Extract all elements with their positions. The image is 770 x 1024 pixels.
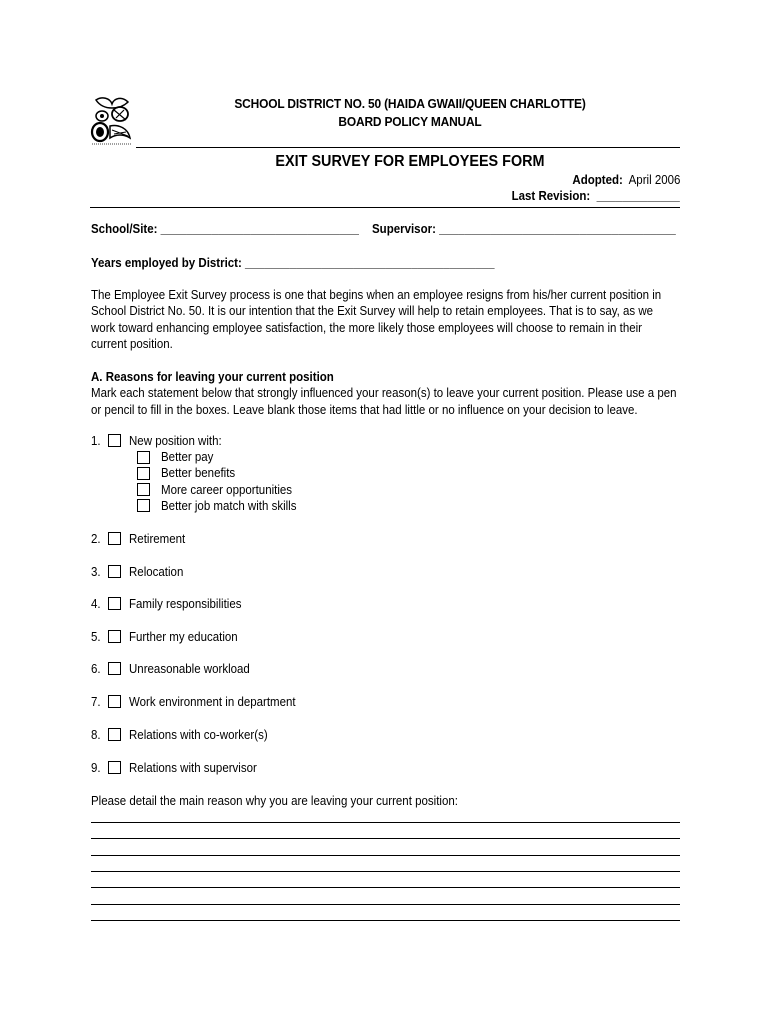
item-checkbox[interactable]	[108, 630, 121, 643]
item-checkbox[interactable]	[108, 662, 121, 675]
detail-prompt: Please detail the main reason why you are leaving your current position:	[91, 794, 458, 808]
school-site-field	[91, 222, 359, 236]
item-checkbox[interactable]	[108, 434, 121, 447]
writing-line[interactable]	[91, 838, 680, 839]
section-a-instructions: Mark each statement below that strongly influenced your reason(s) to leave your current position. Please use a pen or pencil to fill in the boxes. Leave blank those items that had little or no influence on your decision to leave.	[91, 386, 677, 417]
adopted-value: April 2006	[628, 173, 680, 187]
district-name: SCHOOL DISTRICT NO. 50 (HAIDA GWAII/QUEEN CHARLOTTE)	[234, 96, 586, 111]
years-employed-field	[91, 256, 494, 270]
item-number: 3.	[91, 565, 101, 579]
supervisor-field	[372, 222, 676, 236]
item-checkbox[interactable]	[108, 761, 121, 774]
item-label: Relocation	[129, 565, 184, 579]
item-number: 2.	[91, 532, 101, 546]
item-number: 7.	[91, 695, 101, 709]
last-revision-value[interactable]: _____________	[596, 189, 680, 203]
district-logo	[88, 94, 136, 148]
item-label: New position with:	[129, 434, 222, 448]
item-number: 6.	[91, 662, 101, 676]
years-employed-input[interactable]: _______________________________________	[245, 256, 495, 270]
section-a	[91, 369, 680, 418]
item-checkbox[interactable]	[108, 695, 121, 708]
item-label: Relations with co-worker(s)	[129, 728, 268, 742]
item-checkbox[interactable]	[108, 532, 121, 545]
item-label: Relations with supervisor	[129, 761, 257, 775]
writing-line[interactable]	[91, 904, 680, 905]
item-label: Further my education	[129, 630, 238, 644]
item-checkbox[interactable]	[108, 728, 121, 741]
header-divider	[136, 147, 680, 148]
writing-line[interactable]	[91, 887, 680, 888]
item-number: 1.	[91, 434, 101, 448]
sub-item-checkbox[interactable]	[137, 499, 150, 512]
manual-name: BOARD POLICY MANUAL	[338, 114, 482, 129]
adopted-label: Adopted:	[571, 173, 623, 187]
item-label: Family responsibilities	[129, 597, 242, 611]
writing-line[interactable]	[91, 871, 680, 872]
last-revision-line	[512, 189, 680, 203]
sub-item-checkbox[interactable]	[137, 483, 150, 496]
last-revision-label: Last Revision:	[511, 189, 591, 203]
school-site-label: School/Site:	[91, 222, 158, 236]
item-number: 8.	[91, 728, 101, 742]
title-divider	[90, 207, 680, 208]
sub-item-label: Better pay	[161, 450, 214, 464]
item-label: Unreasonable workload	[129, 662, 250, 676]
item-label: Work environment in department	[129, 695, 296, 709]
supervisor-input[interactable]: _____________________________________	[439, 222, 676, 236]
writing-line[interactable]	[91, 920, 680, 921]
item-checkbox[interactable]	[108, 597, 121, 610]
sub-item-label: More career opportunities	[161, 483, 293, 497]
item-number: 4.	[91, 597, 101, 611]
form-title: EXIT SURVEY FOR EMPLOYEES FORM	[275, 153, 545, 170]
item-checkbox[interactable]	[108, 565, 121, 578]
logo-emblem-icon	[88, 94, 136, 148]
sub-item-checkbox[interactable]	[137, 451, 150, 464]
item-number: 9.	[91, 761, 101, 775]
section-a-title: A. Reasons for leaving your current position	[91, 370, 334, 384]
sub-item-label: Better benefits	[161, 466, 236, 480]
supervisor-label: Supervisor:	[372, 222, 436, 236]
item-number: 5.	[91, 630, 101, 644]
adopted-line	[572, 173, 680, 187]
writing-line[interactable]	[91, 822, 680, 823]
writing-line[interactable]	[91, 855, 680, 856]
item-label: Retirement	[129, 532, 186, 546]
sub-item-label: Better job match with skills	[161, 499, 297, 513]
school-site-input[interactable]: _______________________________	[160, 222, 359, 236]
sub-item-checkbox[interactable]	[137, 467, 150, 480]
years-employed-label: Years employed by District:	[91, 256, 242, 270]
intro-paragraph: The Employee Exit Survey process is one that begins when an employee resigns from his/her current position in School District No. 50. It is our intention that the Exit Survey will help to retain employees. That is to say, as we work toward enhancing employee satisfaction, the more likely those employees will choose to remain in their current position.	[91, 288, 662, 352]
